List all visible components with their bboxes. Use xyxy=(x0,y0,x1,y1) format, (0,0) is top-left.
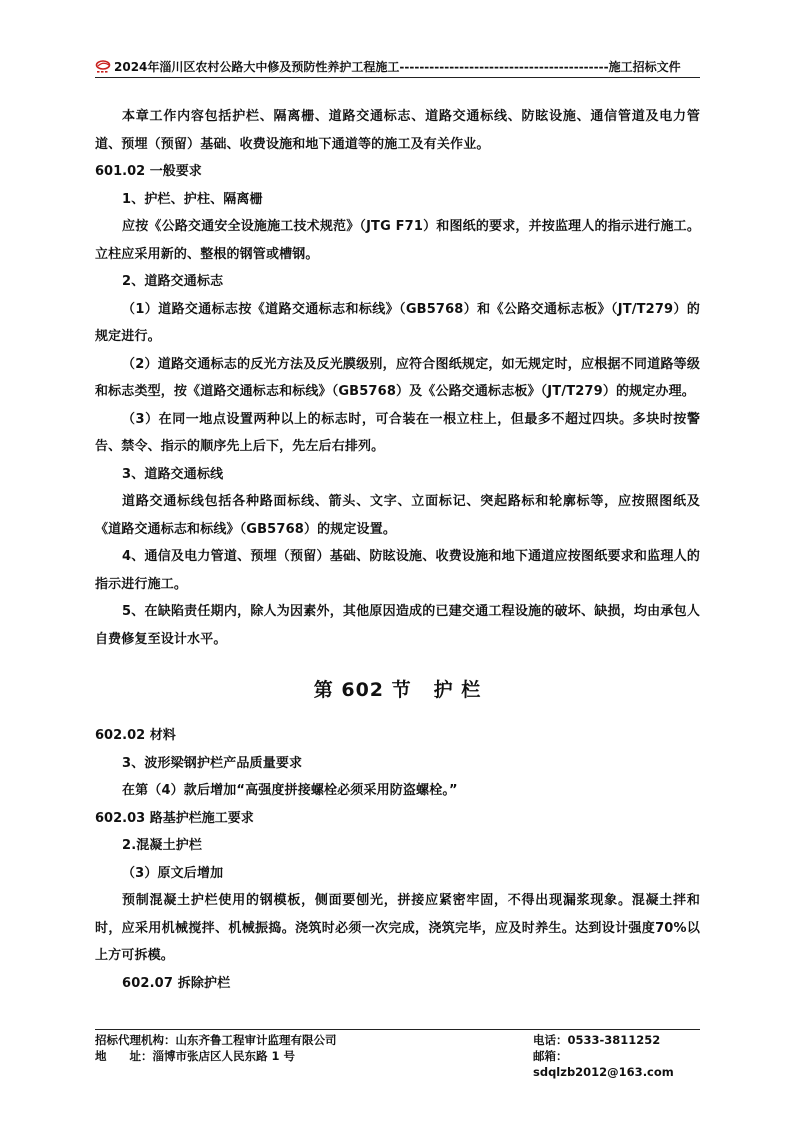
chapter-title xyxy=(95,672,700,708)
main-content xyxy=(95,103,700,997)
item2-paragraph-3: （3）在同一地点设置两种以上的标志时，可合装在一根立柱上，但最多不超过四块。多块时按警告、禁令、指示的顺序先上后下，先左后右排列。 xyxy=(95,411,700,454)
item2-paragraph-2: （2）道路交通标志的反光方法及反光膜级别，应符合图纸规定，如无规定时，应根据不同道路等级和标志类型，按《道路交通标志和标线》（GB5768）及《公路交通标志板》（JT/T279）的规定办理。 xyxy=(95,356,700,399)
chapter-name: 护 栏 xyxy=(433,679,482,701)
guardrail-quality-title: 3、波形梁钢护栏产品质量要求 xyxy=(122,755,303,771)
phone-value: 0533-3811252 xyxy=(567,1033,661,1047)
address-info xyxy=(95,1048,295,1064)
agency-info xyxy=(95,1032,337,1048)
section-602-07-heading: 602.07 拆除护栏 xyxy=(122,975,231,991)
email-info xyxy=(533,1048,700,1080)
item3-text: 道路交通标线包括各种路面标线、箭头、文字、立面标记、突起路标和轮廓标等，应按照图纸及《道路交通标志和标线》（GB5768）的规定设置。 xyxy=(95,494,700,537)
section-602-02-heading: 602.02 材料 xyxy=(95,728,176,743)
concrete-guardrail-subitem: （3）原文后增加 xyxy=(122,865,224,881)
item2-title: 2、道路交通标志 xyxy=(122,274,224,289)
page-header xyxy=(95,60,700,78)
section-602-03-heading: 602.03 路基护栏施工要求 xyxy=(95,810,254,826)
phone-label: 电话： xyxy=(533,1033,568,1047)
email-label: 邮箱： xyxy=(533,1049,568,1063)
chapter-number: 第 602 节 xyxy=(313,679,412,701)
address-value: 淄博市张店区人民东路 1 号 xyxy=(152,1049,296,1063)
intro-paragraph: 本章工作内容包括护栏、隔离栅、道路交通标志、道路交通标线、防眩设施、通信管道及电力管道、预埋（预留）基础、收费设施和地下通道等的施工及有关作业。 xyxy=(95,109,700,152)
concrete-guardrail-title: 2.混凝土护栏 xyxy=(122,838,203,853)
guardrail-quality-text: 在第（4）款后增加“高强度拼接螺栓必须采用防盗螺栓。” xyxy=(122,783,458,798)
header-title: 2024年淄川区农村公路大中修及预防性养护工程施工------------------------------------------施工招标文件 xyxy=(114,60,681,74)
item4-text: 4、通信及电力管道、预埋（预留）基础、防眩设施、收费设施和地下通道应按图纸要求和监理人的指示进行施工。 xyxy=(95,549,700,592)
email-value: sdqlzb2012@163.com xyxy=(533,1065,674,1079)
footer-row-1 xyxy=(95,1032,700,1048)
item3-title: 3、道路交通标线 xyxy=(122,466,224,482)
agency-value: 山东齐鲁工程审计监理有限公司 xyxy=(175,1033,337,1047)
address-label: 地 址： xyxy=(95,1049,153,1063)
item2-paragraph-1: （1）道路交通标志按《道路交通标志和标线》（GB5768）和《公路交通标志板》（JT/T279）的规定进行。 xyxy=(95,301,700,344)
footer-row-2 xyxy=(95,1048,700,1079)
section-601-02-heading: 601.02 一般要求 xyxy=(95,164,202,179)
concrete-guardrail-text: 预制混凝土护栏使用的钢模板，侧面要刨光，拼接应紧密牢固，不得出现漏浆现象。混凝土拌和时，应采用机械搅拌、机械振捣。浇筑时必须一次完成，浇筑完毕，应及时养生。达到设计强度70%以上方可拆模。 xyxy=(95,893,700,963)
item1-title: 1、护栏、护柱、隔离栅 xyxy=(122,191,263,207)
page-footer xyxy=(95,1029,700,1079)
phone-info xyxy=(533,1032,660,1048)
item1-text: 应按《公路交通安全设施施工技术规范》（JTG F71）和图纸的要求，并按监理人的指示进行施工。立柱应采用新的、整根的钢管或槽钢。 xyxy=(95,219,700,262)
company-logo-icon xyxy=(95,60,113,74)
item5-text: 5、在缺陷责任期内，除人为因素外，其他原因造成的已建交通工程设施的破坏、缺损，均由承包人自费修复至设计水平。 xyxy=(95,604,700,647)
agency-label: 招标代理机构： xyxy=(95,1033,176,1047)
